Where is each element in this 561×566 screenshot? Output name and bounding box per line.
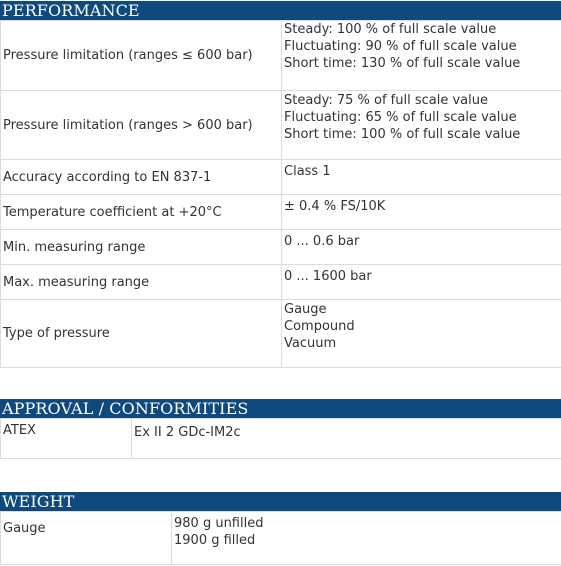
row-label: ATEX (1, 419, 132, 459)
value-line: Fluctuating: 65 % of full scale value (284, 110, 517, 125)
table-row (1, 91, 561, 160)
weight-table (0, 511, 561, 565)
table-row (1, 419, 561, 459)
section-header: PERFORMANCE (0, 1, 561, 20)
table-row (1, 230, 561, 265)
row-value: Ex II 2 GDc-IM2c (132, 419, 561, 459)
table-row (1, 512, 561, 565)
value-line: 1900 g filled (174, 533, 256, 548)
approval-table (0, 418, 561, 459)
performance-section (0, 1, 561, 368)
weight-section (0, 492, 561, 565)
row-value: ± 0.4 % FS/10K (282, 195, 561, 230)
row-label: Max. measuring range (1, 265, 282, 300)
table-row (1, 300, 561, 368)
row-label: Pressure limitation (ranges > 600 bar) (1, 91, 282, 160)
row-value (172, 512, 561, 565)
value-line: Fluctuating: 90 % of full scale value (284, 39, 517, 54)
row-value (282, 91, 561, 160)
table-row (1, 195, 561, 230)
value-line: Gauge (284, 302, 327, 317)
row-label: Type of pressure (1, 300, 282, 368)
table-row (1, 21, 561, 91)
value-line: Short time: 100 % of full scale value (284, 127, 521, 142)
value-line: Vacuum (284, 336, 337, 351)
table-row (1, 160, 561, 195)
row-label: Min. measuring range (1, 230, 282, 265)
row-label: Gauge (1, 512, 172, 565)
value-line: Steady: 100 % of full scale value (284, 22, 497, 37)
value-line: Short time: 130 % of full scale value (284, 56, 521, 71)
row-label: Pressure limitation (ranges ≤ 600 bar) (1, 21, 282, 91)
value-line: Steady: 75 % of full scale value (284, 93, 488, 108)
performance-table (0, 20, 561, 368)
row-value (282, 300, 561, 368)
row-label: Accuracy according to EN 837-1 (1, 160, 282, 195)
row-value (282, 21, 561, 91)
row-value: 0 ... 0.6 bar (282, 230, 561, 265)
value-line: Compound (284, 319, 355, 334)
row-value: Class 1 (282, 160, 561, 195)
value-line: 980 g unfilled (174, 516, 264, 531)
row-label: Temperature coefficient at +20°C (1, 195, 282, 230)
table-row (1, 265, 561, 300)
section-header: APPROVAL / CONFORMITIES (0, 399, 561, 418)
section-header: WEIGHT (0, 492, 561, 511)
row-value: 0 ... 1600 bar (282, 265, 561, 300)
approval-section (0, 399, 561, 459)
